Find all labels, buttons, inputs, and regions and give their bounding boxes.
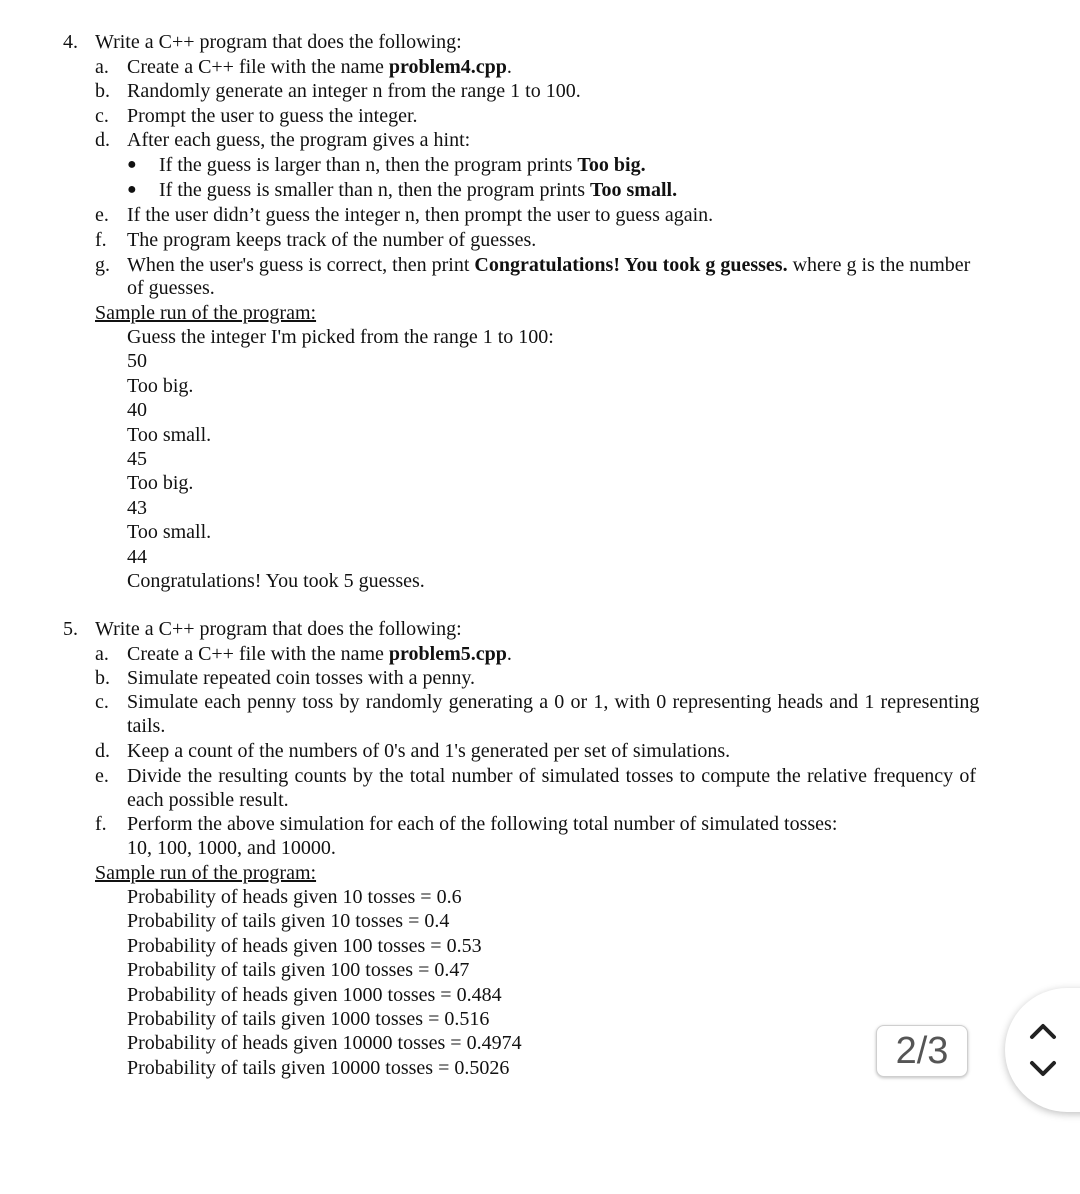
sample-output-line: Too small. (127, 423, 212, 446)
q5-sample-heading: Sample run of the program: (95, 862, 317, 884)
q4f-label: f. (95, 229, 107, 251)
sample-output-line: Too big. (127, 472, 194, 495)
sample-output-line: Probability of tails given 10 tosses = 0.4 (127, 910, 450, 933)
q5d-text: Keep a count of the numbers of 0's and 1's generated per set of simulations. (127, 740, 731, 762)
sample-output-line: Guess the integer I'm picked from the range 1 to 100: (127, 326, 554, 348)
sample-output-line: Probability of tails given 1000 tosses = 0.516 (127, 1008, 490, 1030)
q5-intro: Write a C++ program that does the following: (95, 618, 462, 640)
sample-output-line: Probability of heads given 100 tosses = 0.53 (127, 934, 482, 957)
q5f-label: f. (95, 813, 107, 835)
q5c-label: c. (95, 691, 109, 713)
q5f-text-line2: 10, 100, 1000, and 10000. (127, 837, 336, 859)
sample-output-line: 43 (127, 496, 147, 519)
sample-output-line: Too big. (127, 374, 194, 397)
sample-output-line: Probability of tails given 100 tosses = 0.47 (127, 959, 470, 982)
bullet-icon: ● (127, 156, 137, 173)
chevron-down-icon[interactable] (1028, 1058, 1058, 1080)
q5-number: 5. (63, 618, 78, 640)
q4a-label: a. (95, 56, 109, 78)
q5a-label: a. (95, 643, 109, 665)
page-nav-control (1005, 988, 1080, 1112)
bullet-icon: ● (127, 181, 137, 198)
sample-output-line: 40 (127, 399, 147, 422)
q4g-text: When the user's guess is correct, then print Congratulations! You took g guesses. where g is the number (127, 254, 971, 276)
q4-intro: Write a C++ program that does the following: (95, 31, 462, 53)
q5a-text: Create a C++ file with the name problem5.cpp. (127, 643, 512, 665)
q4-bullet-1: If the guess is larger than n, then the program prints Too big. (159, 154, 646, 176)
q4c-text: Prompt the user to guess the integer. (127, 105, 418, 127)
q4-number: 4. (63, 31, 78, 53)
sample-output-line: Probability of heads given 1000 tosses = 0.484 (127, 983, 502, 1006)
q4d-label: d. (95, 129, 110, 151)
q4d-text: After each guess, the program gives a hint: (127, 129, 471, 151)
q5c-text: Simulate each penny toss by randomly generating a 0 or 1, with 0 representing heads and 1 representing (127, 691, 980, 713)
q4a-filename: problem4.cpp (388, 56, 507, 78)
sample-output-line: Too small. (127, 521, 212, 544)
sample-output-line: Congratulations! You took 5 guesses. (127, 570, 425, 592)
q4a-text: Create a C++ file with the name problem4.cpp. (127, 56, 512, 78)
q4g-text-line2: of guesses. (127, 277, 215, 299)
q5e-text-line2: each possible result. (127, 789, 289, 811)
chevron-up-icon[interactable] (1028, 1020, 1058, 1042)
sample-output-line: 44 (127, 545, 147, 568)
q5e-text: Divide the resulting counts by the total number of simulated tosses to compute the relative frequency of (127, 765, 976, 787)
q4g-label: g. (95, 254, 110, 276)
sample-output-line: Probability of heads given 10 tosses = 0.6 (127, 886, 462, 908)
q5b-text: Simulate repeated coin tosses with a penny. (127, 667, 476, 689)
q4e-text: If the user didn’t guess the integer n, then prompt the user to guess again. (127, 204, 714, 226)
q5f-text: Perform the above simulation for each of the following total number of simulated tosses: (127, 813, 838, 835)
q5e-label: e. (95, 765, 109, 787)
q4f-text: The program keeps track of the number of guesses. (127, 229, 537, 251)
q5a-filename: problem5.cpp (388, 643, 507, 665)
sample-output-line: 45 (127, 448, 147, 470)
sample-output-line: Probability of tails given 10000 tosses = 0.5026 (127, 1056, 510, 1079)
q4c-label: c. (95, 105, 109, 127)
page-indicator: 2/3 (876, 1025, 968, 1077)
sample-output-line: Probability of heads given 10000 tosses = 0.4974 (127, 1032, 522, 1055)
q4b-label: b. (95, 80, 110, 102)
q4-sample-heading: Sample run of the program: (95, 302, 317, 324)
q5c-text-line2: tails. (127, 715, 166, 737)
sample-output-line: 50 (127, 350, 147, 373)
q4e-label: e. (95, 204, 109, 226)
q5b-label: b. (95, 667, 110, 689)
q4b-text: Randomly generate an integer n from the range 1 to 100. (127, 80, 581, 102)
q5d-label: d. (95, 740, 110, 762)
q4-bullet-2: If the guess is smaller than n, then the program prints Too small. (159, 179, 678, 201)
